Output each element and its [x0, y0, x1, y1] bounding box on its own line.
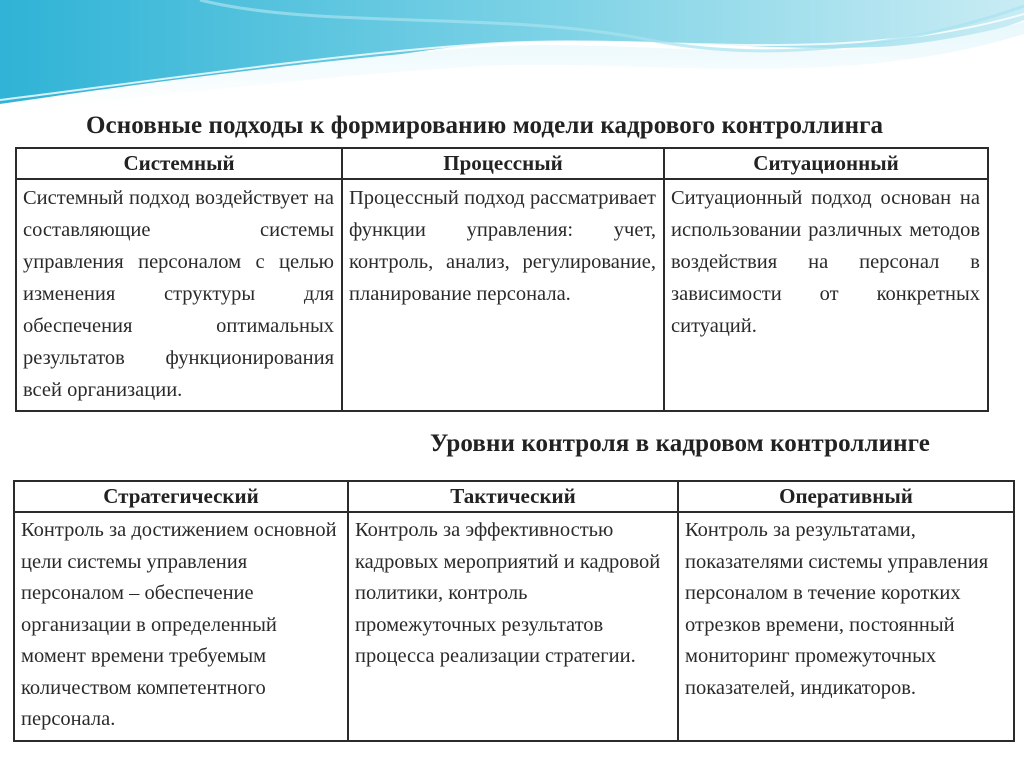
- table-row: [16, 179, 988, 411]
- control-levels-table: [13, 480, 1015, 742]
- cell-process-description: Процессный подход рассматривает функции управления: учет, контроль, анализ, регулирование, планирование персонала.: [342, 179, 664, 411]
- table-header-row: [14, 481, 1014, 512]
- approaches-table: [15, 147, 989, 412]
- cell-systemic-description: Системный подход воздействует на составляющие системы управления персоналом с целью изменения структуры для обеспечения оптимальных результатов функционирования всей организации.: [16, 179, 342, 411]
- header-strategic: Стратегический: [14, 481, 348, 512]
- header-systemic: Системный: [16, 148, 342, 179]
- table-header-row: [16, 148, 988, 179]
- table-row: [14, 512, 1014, 741]
- cell-tactical-description: Контроль за эффективностью кадровых мероприятий и кадровой политики, контроль промежуточных результатов процесса реализации стратегии.: [348, 512, 678, 741]
- header-tactical: Тактический: [348, 481, 678, 512]
- cell-situational-description: Ситуационный подход основан на использовании различных методов воздействия на персонал в зависимости от конкретных ситуаций.: [664, 179, 988, 411]
- cell-operational-description: Контроль за результатами, показателями системы управления персоналом в течение коротких отрезков времени, постоянный мониторинг промежуточных показателей, индикаторов.: [678, 512, 1014, 741]
- header-process: Процессный: [342, 148, 664, 179]
- header-operational: Оперативный: [678, 481, 1014, 512]
- section-title-approaches: Основные подходы к формированию модели кадрового контроллинга: [86, 112, 884, 139]
- header-situational: Ситуационный: [664, 148, 988, 179]
- header-wave-decoration: [0, 0, 1024, 115]
- cell-strategic-description: Контроль за достижением основной цели системы управления персоналом – обеспечение организации в определенный момент времени требуемым количеством компетентного персонала.: [14, 512, 348, 741]
- section-title-control-levels: Уровни контроля в кадровом контроллинге: [430, 430, 930, 457]
